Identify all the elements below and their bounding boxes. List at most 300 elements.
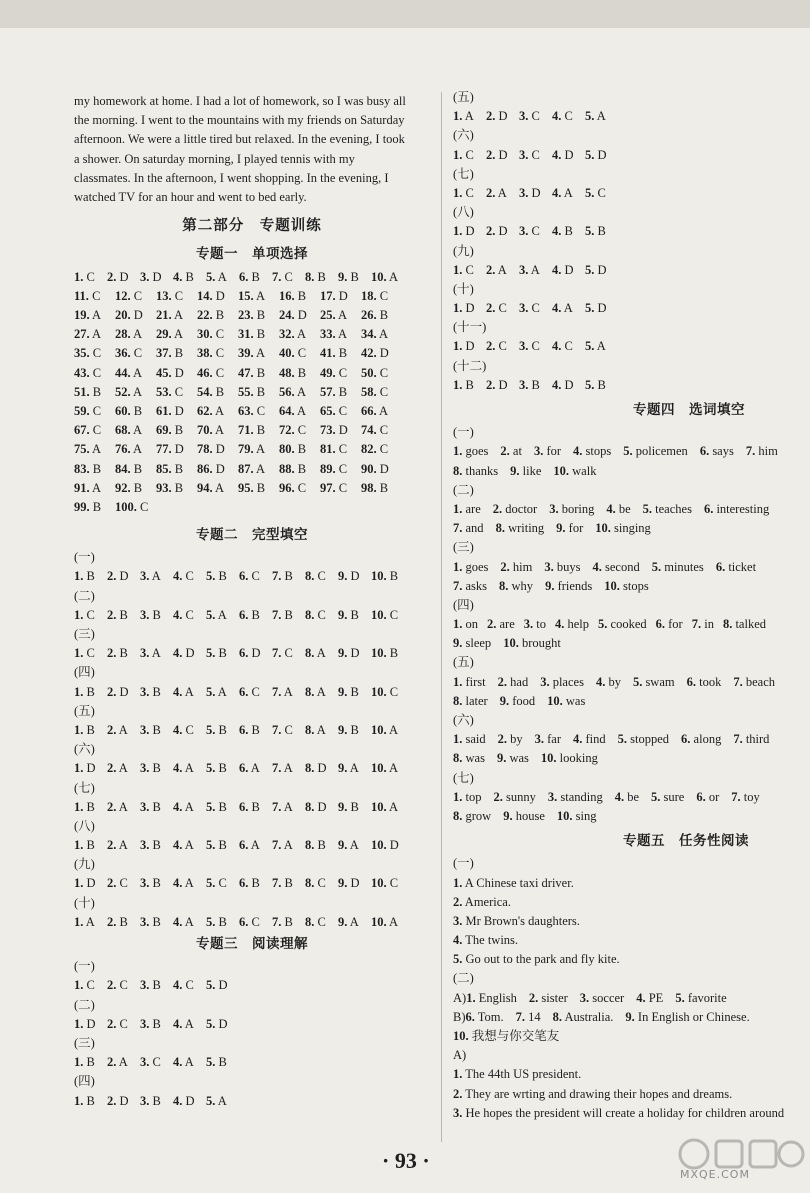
answer-item: 8. C — [305, 569, 326, 584]
answer-item: 4. C — [173, 722, 194, 737]
answer-item: 4. A — [173, 876, 194, 891]
answer-item: 5. D — [206, 978, 228, 993]
answer-item: 8. D — [305, 799, 327, 814]
answer-item: 9. A — [338, 761, 359, 776]
answer-item: 6. ticket — [715, 559, 757, 574]
answer-item: 23. B — [238, 308, 266, 322]
answer-row — [74, 421, 430, 440]
answer-row — [453, 692, 805, 711]
answer-item: 3. C — [519, 147, 540, 162]
answer-item: 6. B — [239, 799, 260, 814]
answer-item: 3. B — [140, 1093, 161, 1108]
answer-item: 8. A — [305, 646, 326, 661]
group-label: (六) — [74, 742, 95, 757]
answer-item: 9. friends — [545, 578, 593, 593]
answer-item: 2. B — [107, 607, 128, 622]
answer-item: 4. D — [173, 646, 195, 661]
answer-item: 28. A — [115, 327, 143, 342]
answer-item: 5. teaches — [642, 501, 692, 516]
answer-item: 5. B — [206, 646, 227, 661]
answer-text: 7. 14 — [515, 1009, 541, 1024]
answer-item: 87. A — [238, 461, 266, 476]
answer-item: 2. D — [486, 147, 508, 162]
answer-item: 6. along — [681, 732, 722, 747]
answer-item: 17. D — [320, 288, 348, 303]
answer-item: 2. C — [486, 339, 507, 354]
answer-item: 2. D — [486, 109, 508, 124]
answer-item: 43. C — [74, 365, 102, 380]
answer-item: 8. talked — [722, 617, 766, 632]
answer-item: 91. A — [74, 480, 102, 495]
answer-item: 88. B — [279, 461, 307, 476]
answer-item: 1. B — [74, 799, 95, 814]
answer-item: 3. C — [519, 109, 540, 124]
answer-item: 8. later — [453, 693, 488, 708]
answer-item: 57. B — [320, 384, 348, 399]
answer-item: 34. A — [361, 327, 389, 342]
answer-item: 4. A — [173, 799, 194, 814]
answer-item: 1. C — [453, 185, 474, 200]
answer-row — [74, 479, 430, 498]
column-divider — [441, 92, 442, 1142]
answer-item: 7. B — [272, 569, 293, 584]
answer-item: 2. A — [107, 1055, 128, 1070]
answer-text: 9. In English or Chinese. — [625, 1009, 750, 1024]
answer-item: 6. C — [239, 914, 260, 929]
answer-item: 2. C — [107, 876, 128, 891]
answer-item: 5. A — [585, 339, 606, 354]
answer-item: 10. sing — [556, 808, 597, 823]
topic1-title: 专题一 单项选择 — [196, 246, 308, 262]
group-label: (二) — [453, 971, 474, 986]
topic3-title: 专题三 阅读理解 — [196, 936, 308, 952]
answer-item: 2. B — [107, 914, 128, 929]
intro-line: afternoon. We were a little tired but relaxed. In the evening, I took — [74, 132, 405, 147]
answer-item: 10. D — [371, 838, 399, 853]
answer-item: 2. A — [107, 799, 128, 814]
answer-item: 3. A — [140, 569, 161, 584]
answer-item: 2. A — [486, 262, 507, 277]
answer-item: 100. C — [115, 499, 149, 514]
answer-row — [453, 146, 805, 165]
answer-row — [453, 634, 805, 653]
answer-item: 9. was — [496, 751, 529, 766]
answer-item: 1. top — [453, 789, 482, 804]
answer-item: 8. D — [305, 761, 327, 776]
answer-item: 35. C — [74, 346, 102, 361]
answer-item: 27. A — [74, 327, 102, 342]
group-label: (二) — [453, 482, 474, 497]
group-label: (十一) — [453, 320, 487, 335]
answer-item: 44. A — [115, 365, 143, 380]
answer-item: 18. C — [361, 288, 389, 303]
answer-row — [74, 606, 430, 625]
answer-item: 38. C — [197, 346, 225, 361]
group-label: (九) — [74, 857, 95, 872]
answer-item: 2. D — [107, 684, 129, 699]
answer-item: 2. are — [487, 617, 515, 632]
answer-item: 3. B — [140, 607, 161, 622]
answer-item: 4. A — [173, 1055, 194, 1070]
answer-item: 9. B — [338, 722, 359, 737]
answer-item: 76. A — [115, 442, 143, 457]
answer-item: 36. C — [115, 346, 143, 361]
answer-item: 1. A — [74, 914, 95, 929]
answer-item: 4. be — [606, 501, 631, 516]
answer-row — [74, 874, 430, 893]
answer-item: 4. D — [173, 1093, 195, 1108]
answer-item: 32. A — [279, 327, 307, 342]
answer-item: 59. C — [74, 403, 102, 418]
topic4-title: 专题四 选词填空 — [633, 402, 745, 417]
answer-item: 42. D — [361, 346, 389, 361]
group-label: (三) — [74, 627, 95, 642]
answer-item: 49. C — [320, 365, 348, 380]
answer-row — [453, 730, 805, 749]
answer-row — [74, 440, 430, 459]
answer-row — [74, 306, 430, 325]
answer-item: 47. B — [238, 365, 266, 380]
answer-item: 2. him — [500, 559, 533, 574]
answer-item: 52. A — [115, 384, 143, 399]
answer-item: 4. C — [552, 339, 573, 354]
answer-item: 3. D — [140, 269, 162, 284]
right-column — [453, 92, 805, 1123]
answer-row — [453, 376, 805, 395]
answer-item: 1. said — [453, 732, 486, 747]
answer-item: 5. A — [206, 607, 227, 622]
answer-item: 1. on — [453, 617, 478, 632]
answer-item: 1. C — [74, 269, 95, 284]
answer-item: 78. D — [197, 442, 225, 457]
answer-text: 3. soccer — [579, 990, 625, 1005]
answer-row — [74, 567, 430, 586]
topic4-answers — [453, 423, 805, 826]
answer-item: 2. D — [486, 224, 508, 239]
answer-item: 7. A — [272, 684, 293, 699]
answer-item: 5. swam — [632, 674, 675, 689]
answer-item: 45. D — [156, 365, 184, 380]
answer-item: 6. B — [239, 269, 260, 284]
answer-item: 1. C — [453, 147, 474, 162]
answer-item: 9. A — [338, 838, 359, 853]
answer-item: 46. C — [197, 365, 225, 380]
answer-item: 90. D — [361, 461, 389, 476]
answer-item: 14. D — [197, 288, 225, 303]
answer-item: 75. A — [74, 442, 102, 457]
answer-item: 53. C — [156, 384, 184, 399]
group-label: (四) — [74, 1074, 95, 1089]
answer-item: 16. B — [279, 288, 307, 303]
answer-item: 62. A — [197, 403, 225, 418]
answer-item: 10. C — [371, 876, 399, 891]
group-label: (一) — [74, 959, 95, 974]
answer-item: 79. A — [238, 442, 266, 457]
answer-item: 1. B — [74, 1055, 95, 1070]
answer-item: 6. C — [239, 684, 260, 699]
task-answer-line — [453, 931, 805, 950]
answer-text: 2. sister — [528, 990, 568, 1005]
answer-text: B)6. Tom. — [453, 1009, 504, 1024]
answer-item: 96. C — [279, 480, 307, 495]
watermark-text: MXQE.COM — [680, 1168, 750, 1181]
answer-item: 2. D — [107, 1093, 129, 1108]
answer-item: 6. D — [239, 646, 261, 661]
answer-item: 4. second — [592, 559, 640, 574]
answer-row — [453, 184, 805, 203]
answer-item: 8. A — [305, 684, 326, 699]
answer-text: 5. favorite — [675, 990, 727, 1005]
answer-item: 4. A — [173, 684, 194, 699]
answer-item: 4. A — [173, 1016, 194, 1031]
answer-item: 3. B — [519, 377, 540, 392]
answer-item: 72. C — [279, 423, 307, 438]
answer-item: 10. B — [371, 646, 399, 661]
answer-item: 3. B — [140, 978, 161, 993]
answer-item: 3. buys — [544, 559, 581, 574]
answer-item: 6. interesting — [703, 501, 770, 516]
intro-line: my homework at home. I had a lot of homework, so I was busy all — [74, 94, 406, 108]
group-label: (十) — [74, 895, 95, 910]
answer-item: 2. D — [107, 269, 129, 284]
answer-item: 31. B — [238, 327, 266, 342]
answer-row — [453, 558, 805, 577]
answer-item: 5. D — [585, 262, 607, 277]
answer-item: 3. B — [140, 838, 161, 853]
group-label: (五) — [453, 655, 474, 670]
answer-item: 2. D — [486, 377, 508, 392]
answer-item: 5. A — [206, 269, 227, 284]
topic2-answers — [74, 548, 430, 932]
answer-row — [453, 107, 805, 126]
group-label: (三) — [74, 1035, 95, 1050]
answer-text: 1. A Chinese taxi driver. — [453, 875, 574, 890]
topic2-title: 专题二 完型填空 — [196, 527, 308, 543]
answer-item: 6. took — [686, 674, 722, 689]
page-number: · 93 · — [382, 1148, 430, 1173]
answer-row — [74, 976, 430, 995]
answer-item: 63. C — [238, 403, 266, 418]
answer-item: 4. A — [173, 914, 194, 929]
answer-item: 5. policemen — [623, 444, 688, 459]
answer-item: 5. B — [206, 799, 227, 814]
answer-item: 1. C — [74, 607, 95, 622]
answer-item: 7. in — [691, 617, 714, 632]
answer-item: 8. C — [305, 607, 326, 622]
answer-item: 68. A — [115, 423, 143, 438]
topic1-answers — [74, 268, 430, 517]
answer-row — [453, 615, 805, 634]
intro-line: watched TV for an hour and went to bed early. — [74, 190, 307, 205]
answer-item: 1. B — [74, 569, 95, 584]
answer-item: 5. D — [585, 147, 607, 162]
answer-item: 19. A — [74, 308, 102, 322]
answer-item: 2. A — [107, 761, 128, 776]
answer-item: 1. first — [453, 674, 486, 689]
group-label: (七) — [453, 770, 474, 785]
answer-row — [74, 836, 430, 855]
answer-item: 29. A — [156, 327, 184, 342]
answer-item: 5. D — [585, 301, 607, 316]
answer-row — [453, 807, 805, 826]
answer-item: 1. B — [74, 722, 95, 737]
answer-row — [453, 299, 805, 318]
answer-item: 9. sleep — [453, 636, 492, 651]
intro-line: the morning. I went to the mountains with my friends on Saturday — [74, 113, 405, 128]
answer-text: 4. PE — [636, 990, 664, 1005]
answer-item: 1. B — [74, 838, 95, 853]
answer-row — [74, 364, 430, 383]
answer-item: 4. C — [552, 109, 573, 124]
task-answer-line — [453, 950, 805, 969]
group-label: (六) — [453, 128, 474, 143]
answer-item: 4. find — [573, 732, 606, 747]
answer-item: 15. A — [238, 288, 266, 303]
answer-item: 1. D — [453, 301, 475, 316]
answer-item: 41. B — [320, 346, 348, 361]
answer-item: 9. D — [338, 876, 360, 891]
answer-item: 1. B — [74, 1093, 95, 1108]
answer-item: 5. A — [206, 684, 227, 699]
answer-item: 1. goes — [453, 444, 489, 459]
answer-item: 5. B — [206, 761, 227, 776]
answer-item: 95. B — [238, 480, 266, 495]
answer-item: 7. B — [272, 914, 293, 929]
answer-item: 93. B — [156, 480, 184, 495]
answer-item: 3. C — [519, 339, 540, 354]
answer-item: 7. A — [272, 799, 293, 814]
answer-row — [453, 222, 805, 241]
topic5-title: 专题五 任务性阅读 — [623, 833, 749, 849]
group-label: (五) — [453, 90, 474, 104]
answer-item: 3. B — [140, 914, 161, 929]
answer-item: 9. B — [338, 607, 359, 622]
part-title: 第二部分 专题训练 — [182, 218, 322, 235]
group-label: (五) — [74, 703, 95, 718]
answer-item: 2. A — [107, 838, 128, 853]
answer-item: 1. B — [453, 377, 474, 392]
answer-item: 37. B — [156, 346, 184, 361]
answer-text: 1. The 44th US president. — [453, 1067, 582, 1082]
answer-item: 9. food — [499, 693, 536, 708]
answer-row — [453, 788, 805, 807]
answer-item: 5. C — [206, 876, 227, 891]
answer-item: 97. C — [320, 480, 348, 495]
answer-item: 3. far — [534, 732, 562, 747]
answer-item: 3. standing — [547, 789, 603, 804]
answer-item: 7. A — [272, 838, 293, 853]
answer-item: 2. B — [107, 646, 128, 661]
answer-item: 5. sure — [651, 789, 685, 804]
answer-item: 3. B — [140, 761, 161, 776]
answer-item: 7. C — [272, 722, 293, 737]
answer-item: 4. help — [555, 617, 590, 632]
group-label: (十二) — [453, 358, 487, 373]
answer-row — [74, 721, 430, 740]
answer-row — [453, 500, 805, 519]
answer-text: A)1. English — [453, 990, 517, 1005]
task-answer-line — [453, 912, 805, 931]
group-label: (六) — [453, 713, 474, 728]
answer-item: 10. B — [371, 569, 399, 584]
answer-item: 86. D — [197, 461, 225, 476]
answer-item: 74. C — [361, 423, 389, 438]
answer-item: 10. looking — [540, 751, 598, 766]
answer-item: 9. D — [338, 646, 360, 661]
answer-item: 7. asks — [453, 578, 488, 593]
answer-item: 10. singing — [595, 521, 651, 536]
answer-row — [74, 460, 430, 479]
answer-item: 81. C — [320, 442, 348, 457]
group-label: (七) — [453, 166, 474, 181]
answer-row — [453, 462, 805, 481]
answer-item: 65. C — [320, 403, 348, 418]
answer-item: 83. B — [74, 461, 102, 476]
answer-item: 4. D — [552, 377, 574, 392]
answer-item: 7. beach — [733, 674, 775, 689]
answer-row — [74, 402, 430, 421]
answer-item: 11. C — [74, 288, 101, 303]
answer-row — [74, 644, 430, 663]
answer-item: 1. D — [74, 761, 96, 776]
answer-item: 1. C — [453, 262, 474, 277]
answer-item: 5. B — [206, 569, 227, 584]
answer-item: 70. A — [197, 423, 225, 438]
answer-item: 5. A — [585, 109, 606, 124]
answer-row — [74, 287, 430, 306]
answer-item: 3. B — [140, 1016, 161, 1031]
answer-item: 2. at — [500, 444, 522, 459]
answer-item: 8. grow — [453, 808, 492, 823]
answer-row — [74, 759, 430, 778]
answer-row — [453, 337, 805, 356]
answer-item: 7. and — [453, 521, 484, 536]
answer-item: 66. A — [361, 403, 389, 418]
answer-item: 3. A — [519, 262, 540, 277]
answer-item: 56. A — [279, 384, 307, 399]
answer-row — [453, 673, 805, 692]
answer-item: 4. A — [552, 301, 573, 316]
answer-item: 4. A — [173, 761, 194, 776]
answer-item: 1. B — [74, 684, 95, 699]
answer-item: 2. C — [107, 1016, 128, 1031]
task-answer-line — [453, 1065, 805, 1084]
answer-item: 7. third — [733, 732, 770, 747]
answer-item: 8. B — [305, 838, 326, 853]
answer-item: 4. C — [173, 569, 194, 584]
answer-item: 4. stops — [573, 444, 612, 459]
answer-item: 98. B — [361, 480, 389, 495]
answer-item: 3. A — [140, 646, 161, 661]
answer-item: 2. by — [497, 732, 523, 747]
answer-item: 6. B — [239, 876, 260, 891]
answer-item: 9. B — [338, 684, 359, 699]
answer-item: 6. A — [239, 761, 260, 776]
answer-row — [74, 325, 430, 344]
answer-item: 4. A — [552, 185, 573, 200]
answer-item: 50. C — [361, 365, 389, 380]
group-label: (一) — [453, 425, 474, 440]
answer-row — [74, 1092, 430, 1111]
answer-item: 6. or — [696, 789, 720, 804]
answer-item: 6. A — [239, 838, 260, 853]
answer-text: 5. Go out to the park and fly kite. — [453, 952, 620, 967]
answer-item: 7. A — [272, 761, 293, 776]
answer-item: 1. D — [453, 339, 475, 354]
answer-item: 8. writing — [495, 521, 545, 536]
answer-row — [74, 498, 430, 517]
answer-item: 10. was — [547, 693, 586, 708]
